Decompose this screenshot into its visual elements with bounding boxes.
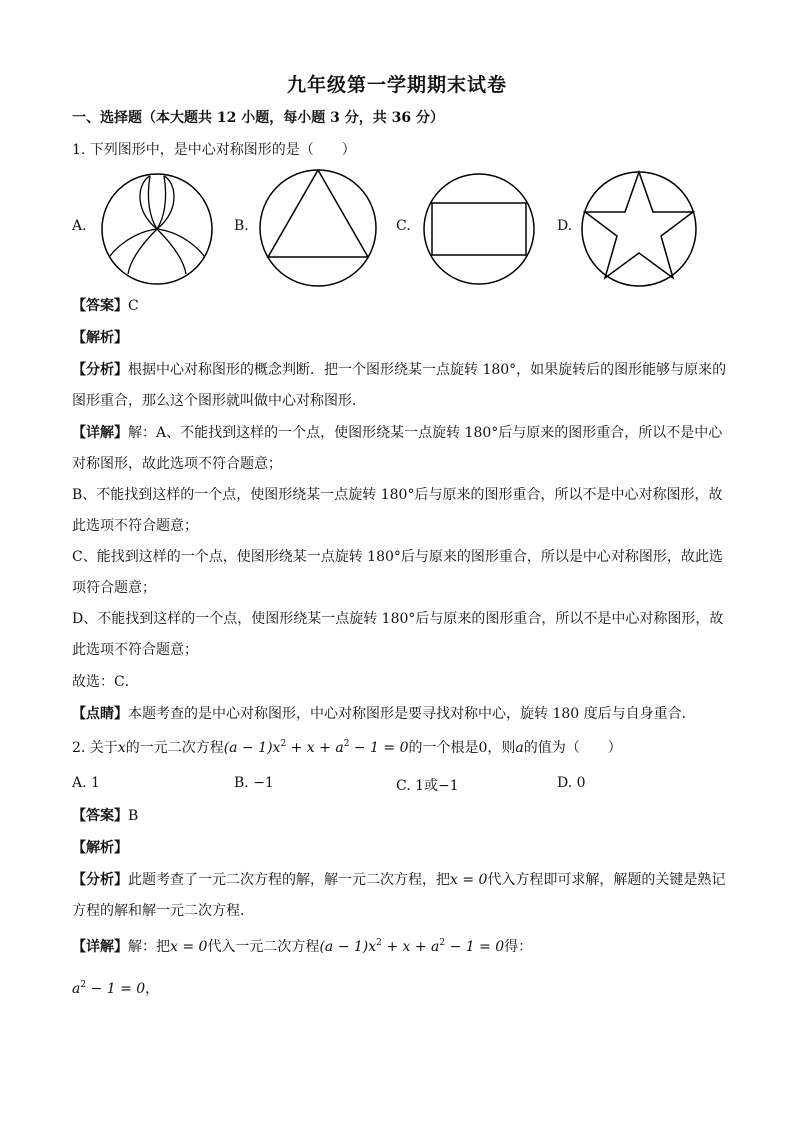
q1-option-a-figure	[98, 170, 216, 288]
q2-xiangjie-sq1: 2	[376, 938, 382, 948]
q1-dianjing-line	[72, 704, 732, 724]
q1-analysis-tag: 【解析】	[72, 330, 128, 346]
q2-fenxi-line-2: 方程的解和解一元二次方程．	[72, 903, 254, 919]
q2-eq-sq1: 2	[280, 739, 287, 749]
q1-option-d-label: D.	[557, 218, 573, 234]
q1-xiangjie-tag: 【详解】	[72, 425, 128, 441]
q1-fenxi-line-2: 图形重合，那么这个图形就叫做中心对称图形．	[72, 393, 366, 409]
q2-result-tail: ，	[145, 981, 160, 997]
q1-xiangjie-line-b1: B、不能找到这样的一个点，使图形绕某一点旋转 180°后与原来的图形重合，所以不是中心对称图形，故	[72, 487, 723, 503]
q1-option-b-label: B.	[234, 218, 249, 234]
q2-fenxi-tag: 【分析】	[72, 872, 128, 888]
q2-eq-sq2: 2	[343, 739, 350, 749]
q2-xiangjie-eq-rest: + x + a	[381, 939, 440, 955]
q1-xiangjie-line-c2: 项符合题意；	[72, 580, 156, 596]
section-heading: 一、选择题（本大题共 12 小题，每小题 3 分，共 36 分）	[72, 110, 444, 126]
q2-result-rest: − 1 = 0	[86, 981, 146, 997]
q1-answer-line	[72, 296, 732, 316]
q2-stem-x: x	[117, 740, 126, 756]
q1-option-d-figure	[578, 168, 700, 290]
q2-stem-then: ，则	[487, 740, 516, 756]
q2-answer-tag: 【答案】	[72, 808, 128, 824]
q1-xiangjie-line-d2: 此选项不符合题意；	[72, 642, 198, 658]
q2-result-line	[72, 979, 732, 999]
q2-option-d: D. 0	[557, 775, 586, 791]
q1-answer-value: C	[128, 298, 139, 314]
q2-analysis-tag: 【解析】	[72, 840, 128, 856]
q2-stem-mid: 的一元二次方程	[125, 740, 224, 756]
q1-xiangjie-text-a1: 解：A、不能找到这样的一个点，使图形绕某一点旋转 180°后与原来的图形重合，所以不是中心	[128, 425, 723, 441]
q2-fenxi-line-1	[72, 870, 732, 890]
q1-fenxi-text-1: 根据中心对称图形的概念判断．把一个图形绕某一点旋转 180°，如果旋转后的图形能够与原来的	[128, 362, 727, 378]
q2-fenxi-x0: x = 0	[450, 872, 488, 888]
q1-fenxi-line-1	[72, 360, 732, 380]
q2-result-lhs: a	[72, 981, 81, 997]
q2-eq-rest: + x + a	[286, 740, 344, 756]
q2-xiangjie-line	[72, 937, 732, 957]
q2-fenxi-post: 代入方程即可求解，解题的关键是熟记	[487, 872, 726, 888]
q2-xiangjie-pre: 解：把	[128, 939, 170, 955]
q2-xiangjie-mid: 代入一元二次方程	[207, 939, 320, 955]
q1-xiangjie-line-a1	[72, 423, 732, 443]
q2-stem-a: a	[515, 740, 524, 756]
q2-fenxi-pre: 此题考查了一元二次方程的解，解一元二次方程，把	[128, 872, 450, 888]
q2-xiangjie-sq2: 2	[439, 938, 446, 948]
q2-answer-line	[72, 806, 732, 826]
q1-option-a-label: A.	[72, 218, 87, 234]
q1-dianjing-tag: 【点睛】	[72, 706, 128, 722]
q1-choice-line: 故选：C．	[72, 674, 139, 690]
q1-xiangjie-line-c1: C、能找到这样的一个点，使图形绕某一点旋转 180°后与原来的图形重合，所以是中心对称图形，故此选	[72, 549, 723, 565]
q1-xiangjie-line-b2: 此选项不符合题意；	[72, 518, 198, 534]
q2-xiangjie-tag: 【详解】	[72, 939, 128, 955]
q2-stem-pre: 2. 关于	[72, 740, 118, 756]
q2-xiangjie-x0: x = 0	[170, 939, 208, 955]
q1-stem: 1. 下列图形中，是中心对称图形的是（ ）	[72, 142, 356, 158]
q2-stem-post: 的一个根是	[408, 740, 479, 756]
q1-option-b-figure	[256, 166, 380, 290]
q2-xiangjie-eq-end: − 1 = 0	[445, 939, 505, 955]
page-title: 九年级第一学期期末试卷	[286, 74, 507, 96]
q1-xiangjie-line-d1: D、不能找到这样的一个点，使图形绕某一点旋转 180°后与原来的图形重合，所以不是中心对称图形，故	[72, 611, 724, 627]
q1-option-c-label: C.	[396, 218, 411, 234]
q2-stem	[72, 738, 732, 758]
q1-answer-tag: 【答案】	[72, 298, 128, 314]
q2-stem-end: 的值为（ ）	[523, 740, 622, 756]
q2-option-c: C. 1或−1	[396, 778, 459, 794]
q2-option-b: B. −1	[234, 775, 274, 791]
q1-fenxi-tag: 【分析】	[72, 362, 128, 378]
q2-xiangjie-eq-lhs: (a − 1)x	[319, 939, 377, 955]
q2-stem-zero: 0	[478, 740, 488, 756]
q2-result-sq: 2	[80, 980, 87, 990]
q2-eq-end: − 1 = 0	[349, 740, 409, 756]
q2-eq-lhs: (a − 1)x	[223, 740, 281, 756]
q2-option-a: A. 1	[72, 775, 100, 791]
q2-answer-value: B	[128, 808, 139, 824]
q1-dianjing-text: 本题考查的是中心对称图形，中心对称图形是要寻找对称中心，旋转 180 度后与自身重合．	[128, 706, 696, 722]
q2-xiangjie-post: 得：	[504, 939, 533, 955]
q1-option-c-figure	[420, 170, 538, 288]
q1-xiangjie-line-a2: 对称图形，故此选项不符合题意；	[72, 456, 282, 472]
